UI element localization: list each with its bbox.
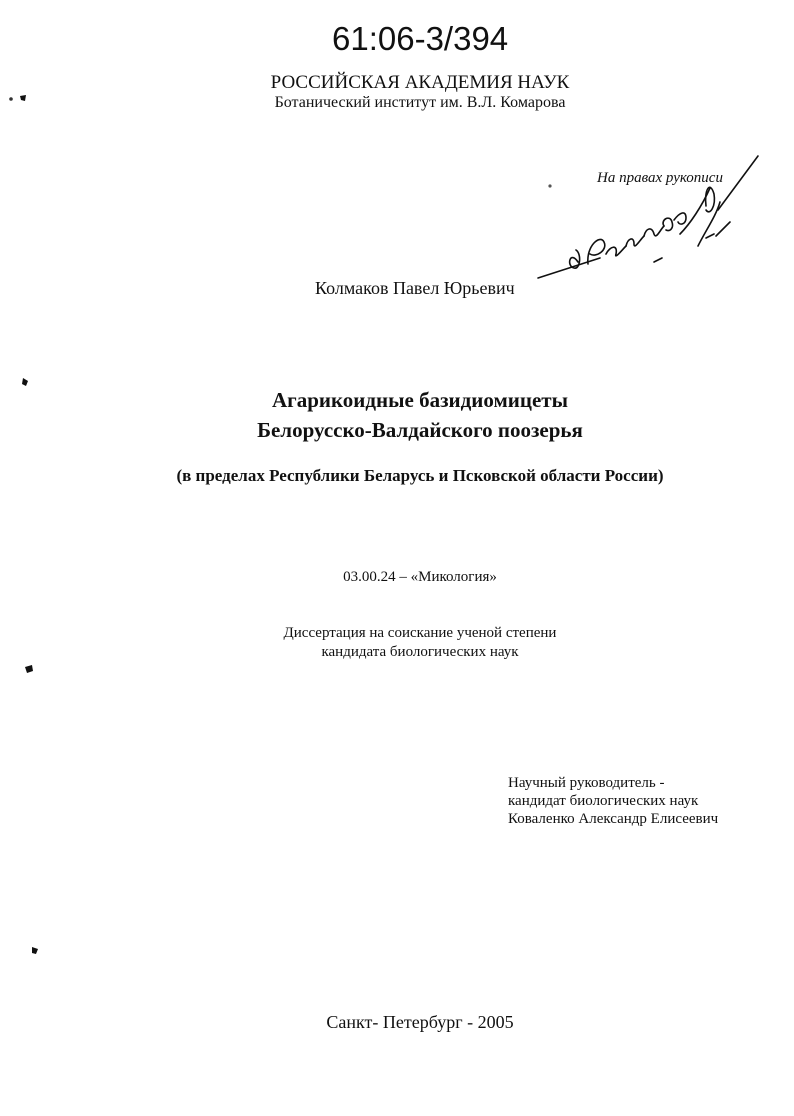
city-and-year: Санкт- Петербург - 2005 <box>326 1012 514 1032</box>
manuscript-rights-note: На правах рукописи <box>597 170 723 186</box>
institute-name: Ботанический институт им. В.Л. Комарова <box>274 94 566 111</box>
supervisor-degree: кандидат биологических наук <box>508 793 699 809</box>
dissertation-title-line-2: Белорусско-Валдайского поозерья <box>257 418 583 442</box>
author-name: Колмаков Павел Юрьевич <box>315 278 515 298</box>
handwritten-signature <box>530 150 770 290</box>
supervisor-label: Научный руководитель - <box>508 775 665 791</box>
supervisor-name: Коваленко Александр Елисеевич <box>508 811 719 827</box>
dissertation-subtitle: (в пределах Республики Беларусь и Псковской области России) <box>176 466 664 485</box>
degree-statement-line-2: кандидата биологических наук <box>321 644 519 660</box>
scan-mark-2 <box>20 377 30 387</box>
scan-mark-3 <box>24 664 34 674</box>
catalog-number: 61:06-3/394 <box>332 20 509 57</box>
scan-speck-1 <box>8 96 14 102</box>
scan-mark-1 <box>18 93 28 103</box>
academy-name: РОССИЙСКАЯ АКАДЕМИЯ НАУК <box>270 72 570 93</box>
specialty-code: 03.00.24 – «Микология» <box>343 569 497 585</box>
degree-statement-line-1: Диссертация на соискание ученой степени <box>283 625 557 641</box>
scan-mark-4 <box>30 945 40 955</box>
dissertation-title-line-1: Агарикоидные базидиомицеты <box>272 388 568 412</box>
scan-speck-2 <box>548 184 552 188</box>
